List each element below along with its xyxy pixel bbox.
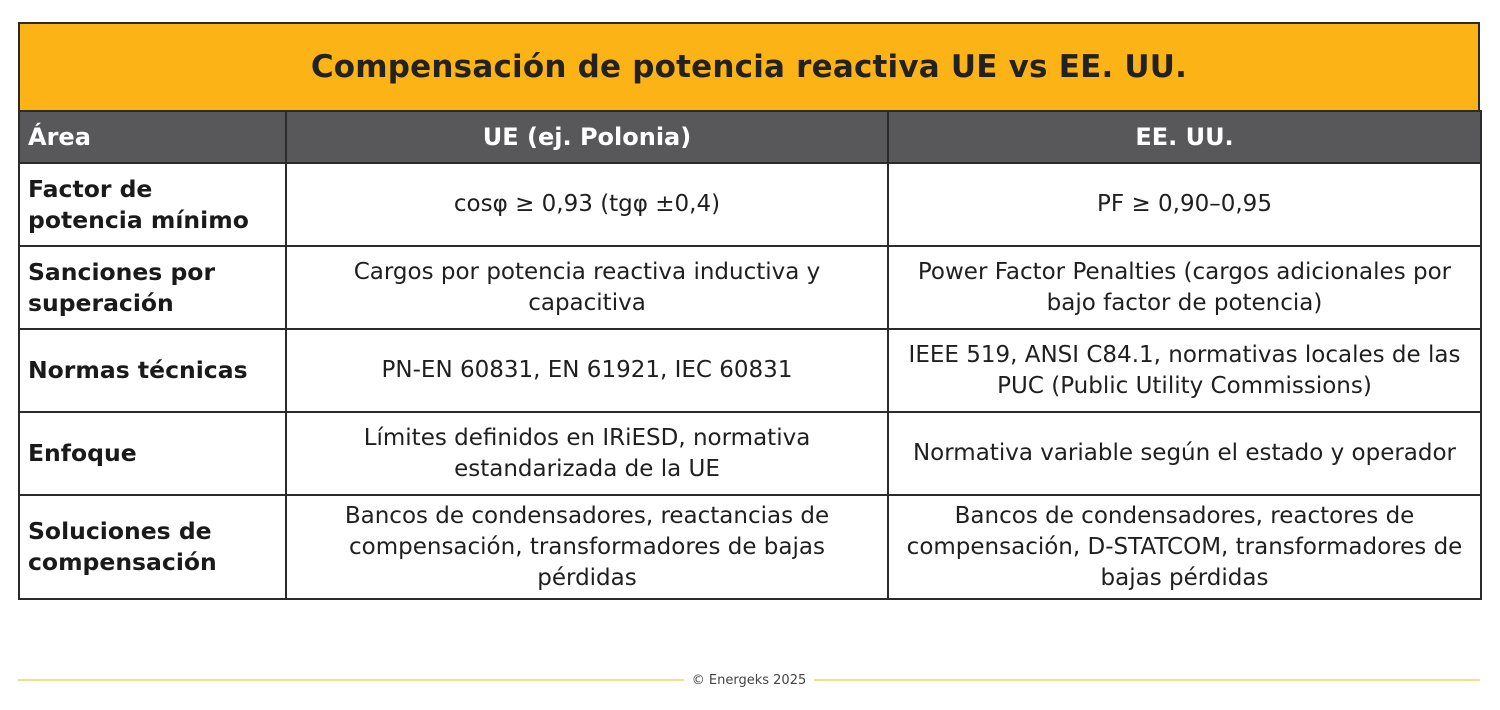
cell-us-penalties: Power Factor Penalties (cargos adicionales por bajo factor de potencia) bbox=[888, 246, 1481, 329]
row-label-penalties: Sanciones por superación bbox=[19, 246, 286, 329]
column-header-us: EE. UU. bbox=[888, 111, 1481, 163]
comparison-table bbox=[18, 110, 1482, 600]
row-label-approach: Enfoque bbox=[19, 412, 286, 495]
row-label-solutions: Soluciones de compensación bbox=[19, 495, 286, 599]
row-label-standards: Normas técnicas bbox=[19, 329, 286, 412]
cell-eu-power-factor: cosφ ≥ 0,93 (tgφ ±0,4) bbox=[286, 163, 888, 246]
footer-rule-left bbox=[18, 679, 684, 681]
footer-rule-right bbox=[814, 679, 1480, 681]
copyright-text: © Energeks 2025 bbox=[691, 672, 807, 688]
comparison-table-container bbox=[18, 22, 1480, 600]
cell-us-power-factor: PF ≥ 0,90–0,95 bbox=[888, 163, 1481, 246]
cell-eu-penalties: Cargos por potencia reactiva inductiva y capacitiva bbox=[286, 246, 888, 329]
table-row bbox=[19, 495, 1481, 599]
cell-eu-standards: PN-EN 60831, EN 61921, IEC 60831 bbox=[286, 329, 888, 412]
cell-us-standards: IEEE 519, ANSI C84.1, normativas locales de las PUC (Public Utility Commissions) bbox=[888, 329, 1481, 412]
cell-us-approach: Normativa variable según el estado y operador bbox=[888, 412, 1481, 495]
cell-us-solutions: Bancos de condensadores, reactores de compensación, D-STATCOM, transformadores de bajas pérdidas bbox=[888, 495, 1481, 599]
row-label-power-factor: Factor de potencia mínimo bbox=[19, 163, 286, 246]
footer bbox=[18, 670, 1480, 690]
cell-eu-solutions: Bancos de condensadores, reactancias de compensación, transformadores de bajas pérdidas bbox=[286, 495, 888, 599]
table-title: Compensación de potencia reactiva UE vs EE. UU. bbox=[18, 22, 1480, 110]
table-row bbox=[19, 246, 1481, 329]
table-row bbox=[19, 163, 1481, 246]
table-row bbox=[19, 329, 1481, 412]
table-row bbox=[19, 412, 1481, 495]
cell-eu-approach: Límites definidos en IRiESD, normativa estandarizada de la UE bbox=[286, 412, 888, 495]
column-header-area: Área bbox=[19, 111, 286, 163]
column-header-eu: UE (ej. Polonia) bbox=[286, 111, 888, 163]
table-header-row bbox=[19, 111, 1481, 163]
